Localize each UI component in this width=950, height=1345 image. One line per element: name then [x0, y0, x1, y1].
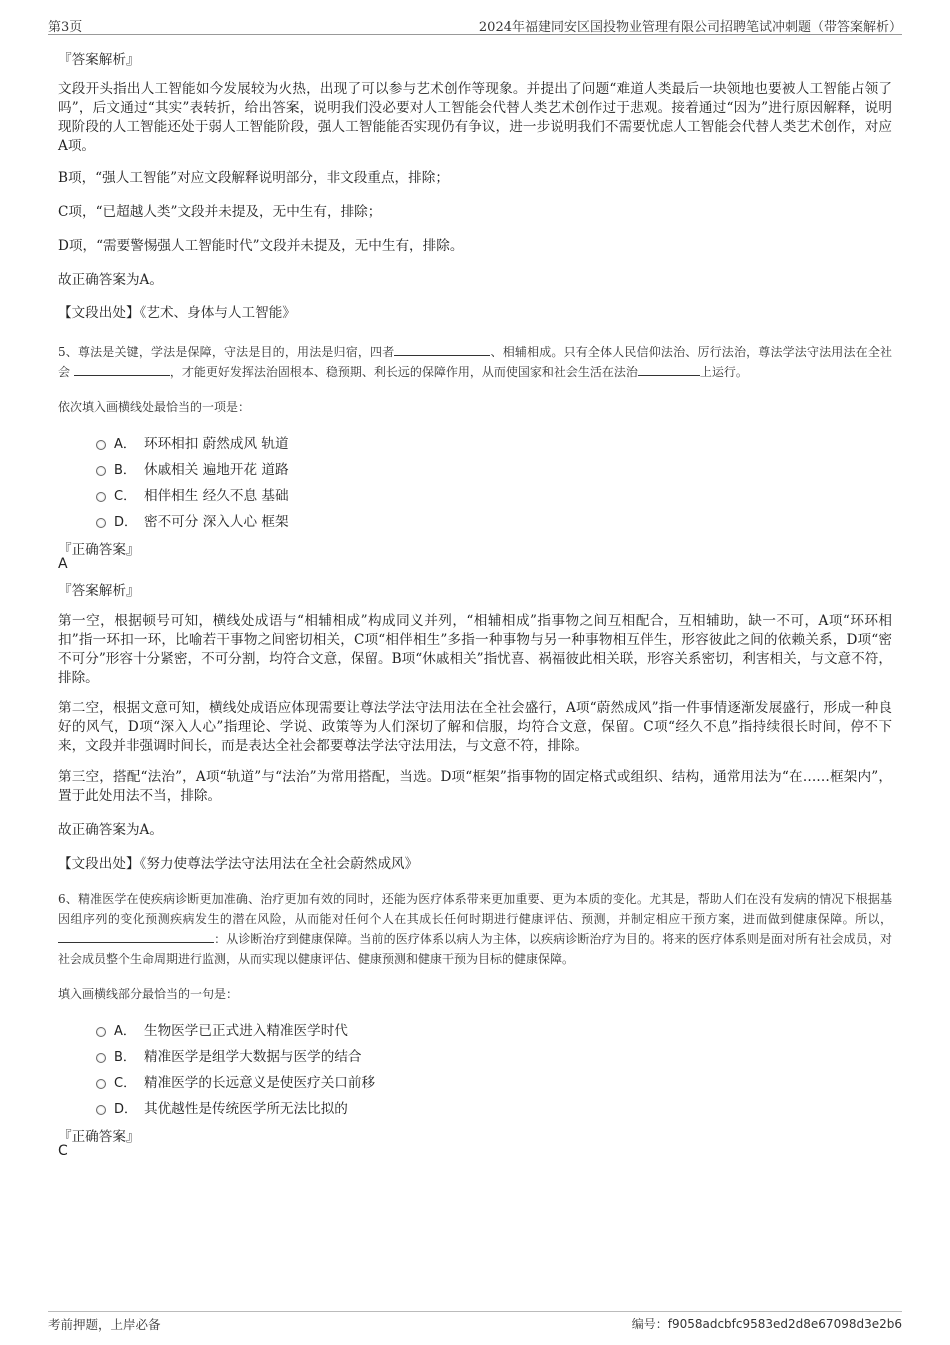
instruction-text: 填入画横线部分最恰当的一句是：	[58, 987, 239, 1001]
q5-option-b[interactable]	[96, 458, 289, 478]
q5-source	[58, 855, 892, 874]
document-id: 编号：f9058adcbfc9583ed2d8e67098d3e2b6	[631, 1317, 902, 1331]
page-footer	[48, 1311, 902, 1334]
q5-stem-part: 5、尊法是关键，学法是保障，守法是目的，用法是归宿，四者	[58, 345, 395, 359]
option-text: 精准医学的长远意义是使医疗关口前移	[144, 1075, 376, 1091]
radio-icon[interactable]	[96, 440, 106, 450]
q4-analysis-para1	[58, 80, 892, 156]
q5-option-c[interactable]	[96, 484, 289, 504]
q4-conclusion	[58, 271, 892, 290]
radio-icon[interactable]	[96, 466, 106, 476]
option-text: 环环相扣 蔚然成风 轨道	[144, 436, 289, 452]
option-text: 精准医学是组学大数据与医学的结合	[144, 1049, 362, 1065]
q4-analysis-para4	[58, 237, 892, 256]
q6-stem-part: 6、精准医学在使疾病诊断更加准确、治疗更加有效的同时，还能为医疗体系带来更加重要、更为本质的变化。尤其是，帮助人们在没有发病的情况下根据基因组序列的变化预测疾病发生的潜在风险，从而能对任何个人在其成长任何时期进行健康评估、预测，并制定相应干预方案，进而做到健康保障。所以，	[58, 892, 892, 926]
q5-analysis-label: 『答案解析』	[58, 583, 140, 599]
paragraph: 第一空，根据顿号可知，横线处成语与“相辅相成”构成同义并列，“相辅相成”指事物之间互相配合，互相辅助，缺一不可，A项“环环相扣”指一环扣一环，比喻若干事物之间密切相关，C项“相伴相生”多指一种事物与另一种事物相互伴生，形容彼此之间的依赖关系，D项“密不可分”形容十分紧密，不可分割，均符合文意，保留。B项“休戚相关”指忧喜、祸福彼此相关联，形容关系密切，利害相关，与文意不符，排除。	[58, 613, 892, 686]
q5-stem-part: 上运行。	[699, 365, 748, 379]
q4-analysis-para3	[58, 203, 892, 222]
q5-stem-part: 法用法在全社会	[58, 345, 892, 379]
q6-correct-answer: C	[58, 1143, 68, 1159]
option-key: B．	[114, 1050, 136, 1065]
option-text: 生物医学已正式进入精准医学时代	[144, 1023, 348, 1039]
page-number: 第3页	[48, 20, 83, 35]
q5-stem-part: 、相辅相成。只有全体人民信仰法治、厉行法治，尊法学法守	[490, 345, 820, 359]
paragraph: 故正确答案为A。	[58, 822, 163, 838]
q5-correct-label: 『正确答案』	[58, 542, 140, 558]
option-key: B．	[114, 463, 136, 478]
q5-conclusion	[58, 821, 892, 840]
q5-analysis-para2	[58, 699, 892, 756]
paragraph: B项，“强人工智能”对应文段解释说明部分，非文段重点，排除；	[58, 170, 449, 186]
q4-analysis-para2	[58, 169, 892, 188]
radio-icon[interactable]	[96, 1105, 106, 1115]
option-text: 休戚相关 遍地开花 道路	[144, 462, 289, 478]
q6-option-d[interactable]	[96, 1097, 348, 1117]
option-key: D．	[114, 1102, 138, 1117]
q6-stem	[58, 889, 892, 969]
page-header	[48, 14, 902, 35]
source-citation: 【文段出处】《努力使尊法学法守法用法在全社会蔚然成风》	[58, 856, 419, 872]
q5-stem-part: ，才能更好发挥法治固根本、稳预期、利长远的保障作用，从而使国家和社会生活在法治	[169, 365, 638, 379]
radio-icon[interactable]	[96, 1027, 106, 1037]
q5-analysis-para1	[58, 612, 892, 688]
q6-option-a[interactable]	[96, 1019, 348, 1039]
footer-slogan: 考前押题，上岸必备	[48, 1317, 161, 1332]
q5-analysis-para3	[58, 768, 892, 806]
paragraph: 故正确答案为A。	[58, 272, 163, 288]
q5-stem	[58, 342, 892, 382]
q6-option-b[interactable]	[96, 1045, 362, 1065]
option-key: D．	[114, 515, 138, 530]
q4-analysis-label: 『答案解析』	[58, 52, 140, 68]
option-text: 其优越性是传统医学所无法比拟的	[144, 1101, 348, 1117]
q5-instruction	[58, 397, 892, 417]
option-text: 相伴相生 经久不息 基础	[144, 488, 289, 504]
paragraph: 文段开头指出人工智能如今发展较为火热，出现了可以参与艺术创作等现象。并提出了问题“难道人类最后一块领地也要被人工智能占领了吗”，后文通过“其实”表转折，给出答案，说明我们没必要对人工智能会代替人类艺术创作过于悲观。接着通过“因为”进行原因解释，说明现阶段的人工智能还处于弱人工智能阶段，强人工智能能否实现仍有争议，进一步说明我们不需要忧虑人工智能会代替人类艺术创作，对应A项。	[58, 81, 892, 154]
q5-option-d[interactable]	[96, 510, 289, 530]
fill-blank	[74, 363, 170, 376]
option-key: A．	[114, 1024, 136, 1039]
option-key: C．	[114, 1076, 137, 1091]
radio-icon[interactable]	[96, 1053, 106, 1063]
option-key: A．	[114, 437, 136, 452]
fill-blank	[638, 363, 700, 376]
q6-stem-part: ：从诊断治疗到健康保障。当前的医疗体系以病人为主体，以疾病诊断治疗为目的。将来的医疗体系则是面对所有社会成员，对社会成员整个生命周期进行监测，从而实现以健康评估、健康预测和健康干预为目标的健康保障。	[58, 932, 892, 966]
instruction-text: 依次填入画横线处最恰当的一项是：	[58, 400, 251, 414]
option-text: 密不可分 深入人心 框架	[144, 514, 289, 530]
q6-correct-label: 『正确答案』	[58, 1129, 140, 1145]
fill-blank	[58, 930, 214, 943]
q6-option-c[interactable]	[96, 1071, 375, 1091]
document-title: 2024年福建同安区国投物业管理有限公司招聘笔试冲刺题（带答案解析）	[478, 20, 902, 35]
paragraph: D项，“需要警惕强人工智能时代”文段并未提及，无中生有，排除。	[58, 238, 464, 254]
fill-blank	[394, 343, 490, 356]
q4-source	[58, 304, 892, 323]
option-key: C．	[114, 489, 137, 504]
paragraph: 第三空，搭配“法治”，A项“轨道”与“法治”为常用搭配，当选。D项“框架”指事物的固定格式或组织、结构，通常用法为“在……框架内”，置于此处用法不当，排除。	[58, 769, 892, 804]
q5-correct-answer: A	[58, 556, 68, 572]
source-citation: 【文段出处】《艺术、身体与人工智能》	[58, 305, 296, 321]
radio-icon[interactable]	[96, 1079, 106, 1089]
paragraph: 第二空，根据文意可知，横线处成语应体现需要让尊法学法守法用法在全社会盛行，A项“蔚然成风”指一件事情逐渐发展盛行，形成一种良好的风气，D项“深入人心”指理论、学说、政策等为人们深切了解和信服，均符合文意，保留。C项“经久不息”指持续很长时间，停不下来，文段并非强调时间长，而是表达全社会都要尊法学法守法用法，与文意不符，排除。	[58, 700, 892, 754]
radio-icon[interactable]	[96, 518, 106, 528]
q5-option-a[interactable]	[96, 432, 289, 452]
radio-icon[interactable]	[96, 492, 106, 502]
q6-instruction	[58, 984, 892, 1004]
paragraph: C项，“已超越人类”文段并未提及，无中生有，排除；	[58, 204, 382, 220]
